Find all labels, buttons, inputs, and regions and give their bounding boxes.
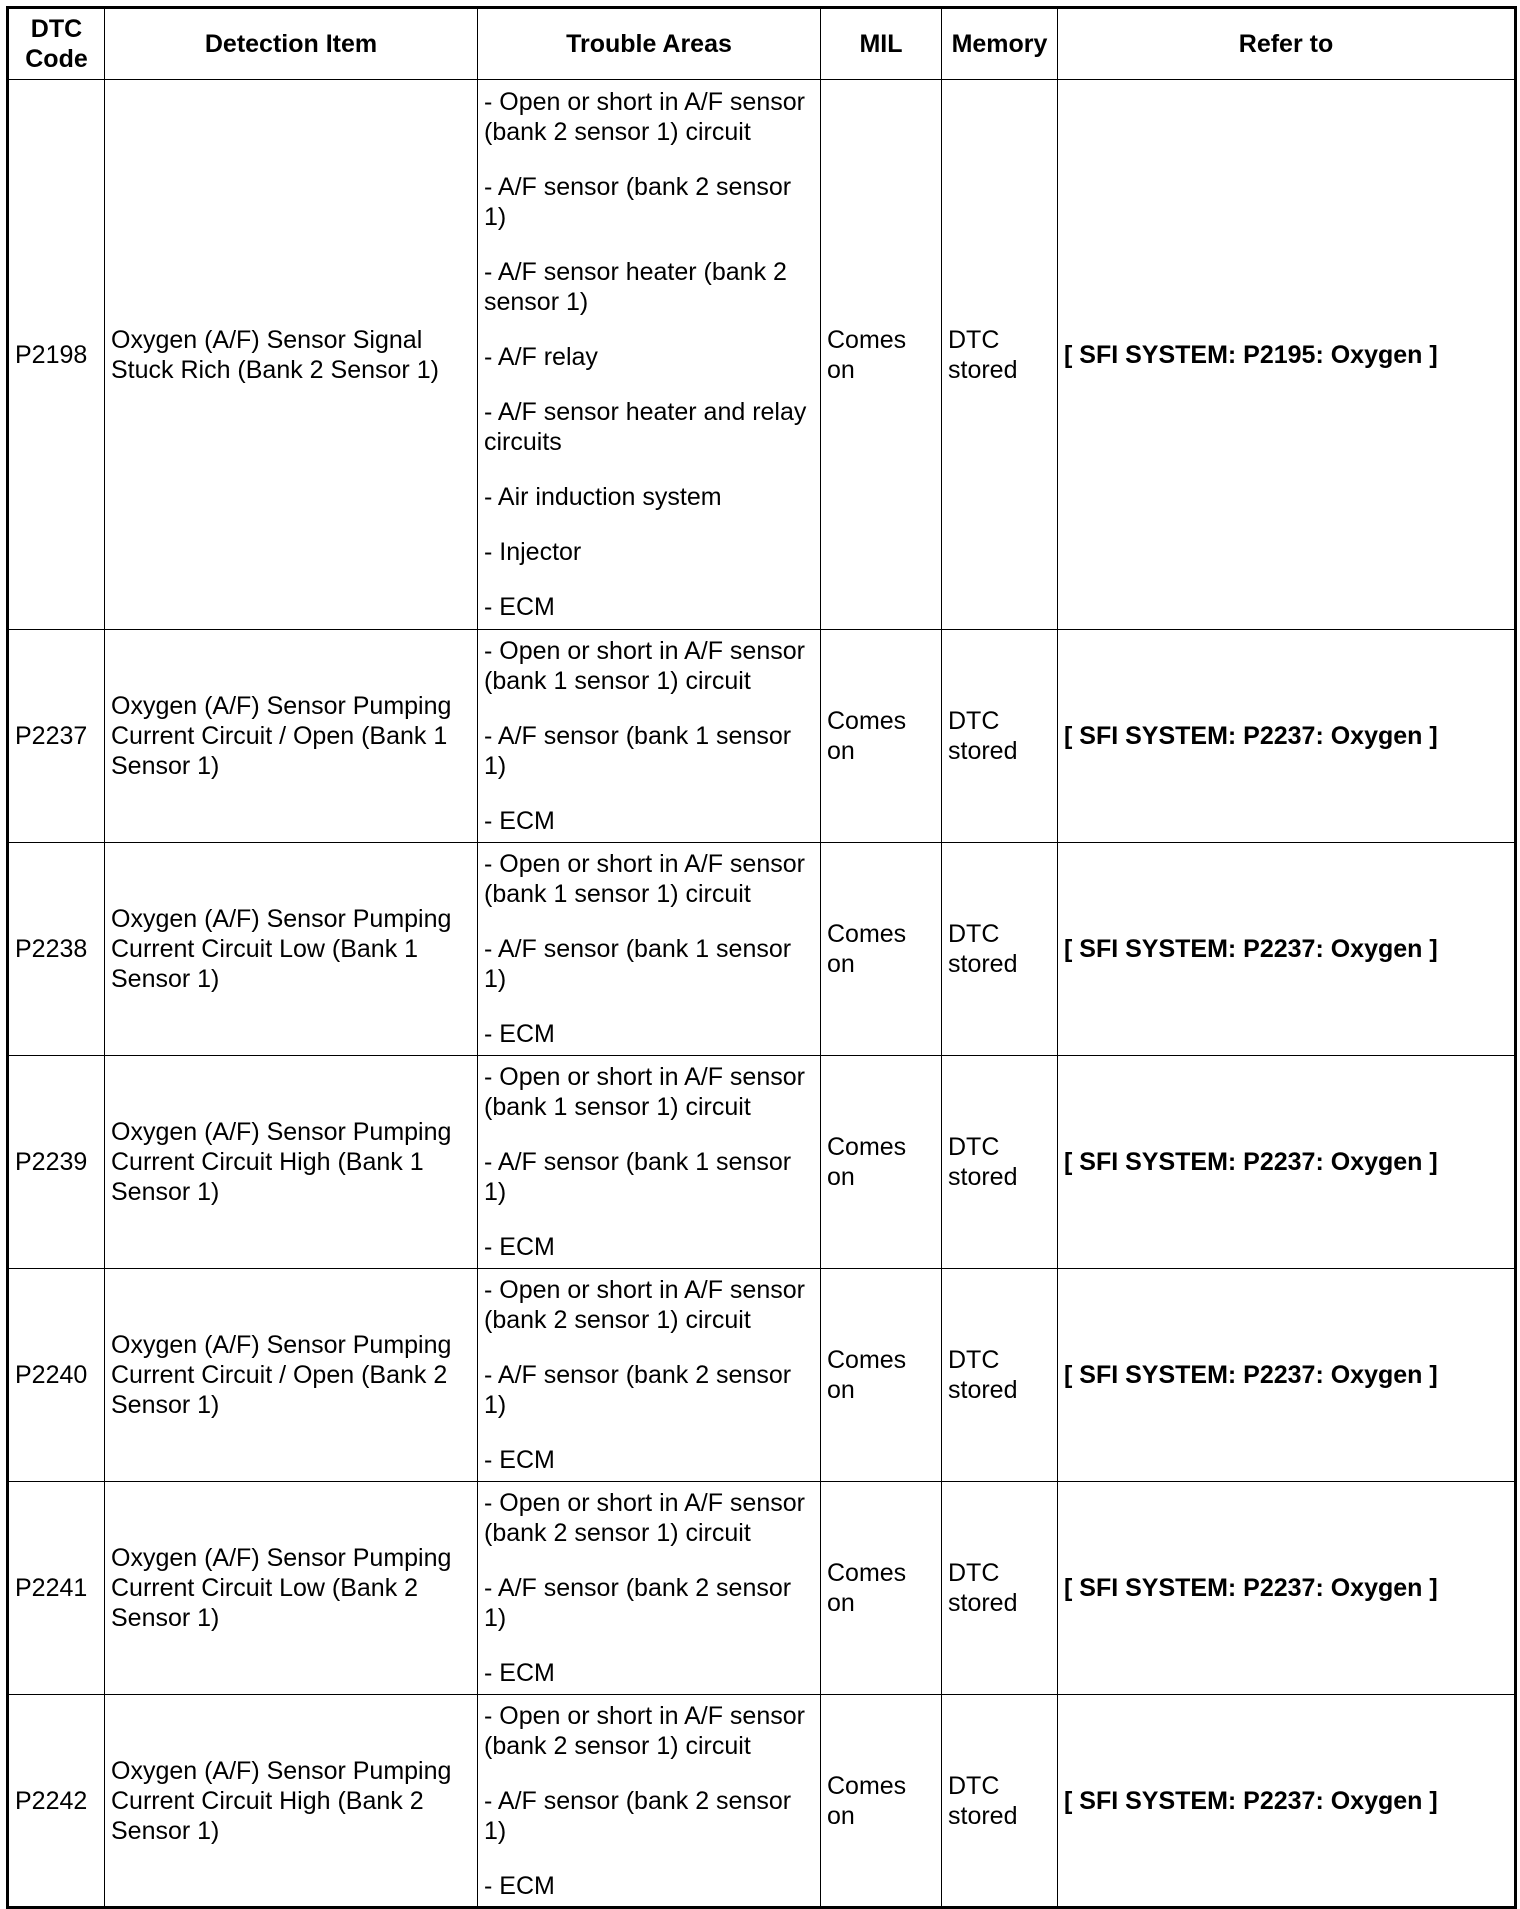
memory-cell: DTC stored [942, 1482, 1058, 1695]
trouble-area-item: - Open or short in A/F sensor (bank 2 sensor 1) circuit [484, 88, 805, 146]
dtc-code-cell: P2242 [8, 1695, 105, 1908]
table-row [8, 1695, 1516, 1908]
table-body [8, 80, 1516, 1908]
detection-item-cell: Oxygen (A/F) Sensor Pumping Current Circuit High (Bank 1 Sensor 1) [105, 1056, 478, 1269]
trouble-area-item: - A/F sensor heater (bank 2 sensor 1) [484, 258, 787, 316]
mil-cell: Comes on [821, 630, 942, 843]
detection-item-cell: Oxygen (A/F) Sensor Pumping Current Circuit High (Bank 2 Sensor 1) [105, 1695, 478, 1908]
header-row [8, 8, 1516, 80]
detection-item-cell: Oxygen (A/F) Sensor Pumping Current Circuit / Open (Bank 1 Sensor 1) [105, 630, 478, 843]
table-row [8, 1056, 1516, 1269]
trouble-area-item: - Open or short in A/F sensor (bank 2 sensor 1) circuit [484, 1489, 805, 1547]
dtc-table [6, 6, 1517, 1909]
memory-cell: DTC stored [942, 80, 1058, 630]
trouble-area-item: - A/F sensor (bank 2 sensor 1) [484, 1574, 792, 1632]
dtc-code-cell: P2241 [8, 1482, 105, 1695]
mil-cell: Comes on [821, 80, 942, 630]
header-dtc-code: DTC Code [8, 8, 105, 80]
trouble-areas-cell [478, 1269, 821, 1482]
trouble-area-item: - ECM [484, 1446, 555, 1474]
trouble-area-item: - Open or short in A/F sensor (bank 2 sensor 1) circuit [484, 1701, 805, 1760]
trouble-area-item: - ECM [484, 1659, 555, 1687]
trouble-areas-cell [478, 1695, 821, 1908]
table-row [8, 843, 1516, 1056]
trouble-areas-cell [478, 1056, 821, 1269]
table-row [8, 80, 1516, 630]
dtc-code-cell: P2239 [8, 1056, 105, 1269]
dtc-code-cell: P2237 [8, 630, 105, 843]
dtc-code-cell: P2238 [8, 843, 105, 1056]
trouble-areas-cell [478, 1482, 821, 1695]
trouble-area-item: - Open or short in A/F sensor (bank 1 sensor 1) circuit [484, 850, 805, 908]
header-refer-to: Refer to [1058, 8, 1516, 80]
trouble-areas-cell [478, 630, 821, 843]
trouble-area-item: - Open or short in A/F sensor (bank 1 sensor 1) circuit [484, 1063, 805, 1121]
refer-to-cell: [ SFI SYSTEM: P2195: Oxygen ] [1058, 80, 1516, 630]
mil-cell: Comes on [821, 1269, 942, 1482]
dtc-code-cell: P2240 [8, 1269, 105, 1482]
trouble-area-item: - A/F sensor (bank 2 sensor 1) [484, 173, 792, 231]
refer-to-cell: [ SFI SYSTEM: P2237: Oxygen ] [1058, 843, 1516, 1056]
mil-cell: Comes on [821, 843, 942, 1056]
detection-item-cell: Oxygen (A/F) Sensor Signal Stuck Rich (Bank 2 Sensor 1) [105, 80, 478, 630]
memory-cell: DTC stored [942, 1695, 1058, 1908]
table-row [8, 1482, 1516, 1695]
header-mil: MIL [821, 8, 942, 80]
memory-cell: DTC stored [942, 630, 1058, 843]
mil-cell: Comes on [821, 1056, 942, 1269]
trouble-area-item: - A/F sensor (bank 1 sensor 1) [484, 935, 792, 993]
table-row [8, 630, 1516, 843]
trouble-areas-cell [478, 80, 821, 630]
detection-item-cell: Oxygen (A/F) Sensor Pumping Current Circuit / Open (Bank 2 Sensor 1) [105, 1269, 478, 1482]
memory-cell: DTC stored [942, 1056, 1058, 1269]
table-row [8, 1269, 1516, 1482]
header-trouble-areas: Trouble Areas [478, 8, 821, 80]
trouble-area-item: - A/F sensor (bank 1 sensor 1) [484, 722, 792, 780]
trouble-area-item: - Air induction system [484, 483, 722, 511]
trouble-areas-cell [478, 843, 821, 1056]
mil-cell: Comes on [821, 1695, 942, 1908]
header-memory: Memory [942, 8, 1058, 80]
trouble-area-item: - ECM [484, 1020, 555, 1048]
refer-to-cell: [ SFI SYSTEM: P2237: Oxygen ] [1058, 630, 1516, 843]
trouble-area-item: - A/F sensor (bank 1 sensor 1) [484, 1148, 792, 1206]
detection-item-cell: Oxygen (A/F) Sensor Pumping Current Circuit Low (Bank 1 Sensor 1) [105, 843, 478, 1056]
refer-to-cell: [ SFI SYSTEM: P2237: Oxygen ] [1058, 1482, 1516, 1695]
header-detection-item: Detection Item [105, 8, 478, 80]
refer-to-cell: [ SFI SYSTEM: P2237: Oxygen ] [1058, 1269, 1516, 1482]
trouble-area-item: - A/F relay [484, 343, 598, 371]
table-header [8, 8, 1516, 80]
memory-cell: DTC stored [942, 843, 1058, 1056]
trouble-area-item: - Injector [484, 538, 582, 566]
trouble-area-item: - ECM [484, 807, 555, 835]
detection-item-cell: Oxygen (A/F) Sensor Pumping Current Circuit Low (Bank 2 Sensor 1) [105, 1482, 478, 1695]
trouble-area-item: - A/F sensor (bank 2 sensor 1) [484, 1786, 792, 1845]
memory-cell: DTC stored [942, 1269, 1058, 1482]
mil-cell: Comes on [821, 1482, 942, 1695]
trouble-area-item: - A/F sensor (bank 2 sensor 1) [484, 1361, 792, 1419]
trouble-area-item: - ECM [484, 1871, 555, 1900]
trouble-area-item: - Open or short in A/F sensor (bank 2 sensor 1) circuit [484, 1276, 805, 1334]
refer-to-cell: [ SFI SYSTEM: P2237: Oxygen ] [1058, 1695, 1516, 1908]
dtc-code-cell: P2198 [8, 80, 105, 630]
trouble-area-item: - A/F sensor heater and relay circuits [484, 398, 807, 456]
trouble-area-item: - Open or short in A/F sensor (bank 1 sensor 1) circuit [484, 637, 805, 695]
refer-to-cell: [ SFI SYSTEM: P2237: Oxygen ] [1058, 1056, 1516, 1269]
trouble-area-item: - ECM [484, 593, 555, 621]
trouble-area-item: - ECM [484, 1233, 555, 1261]
